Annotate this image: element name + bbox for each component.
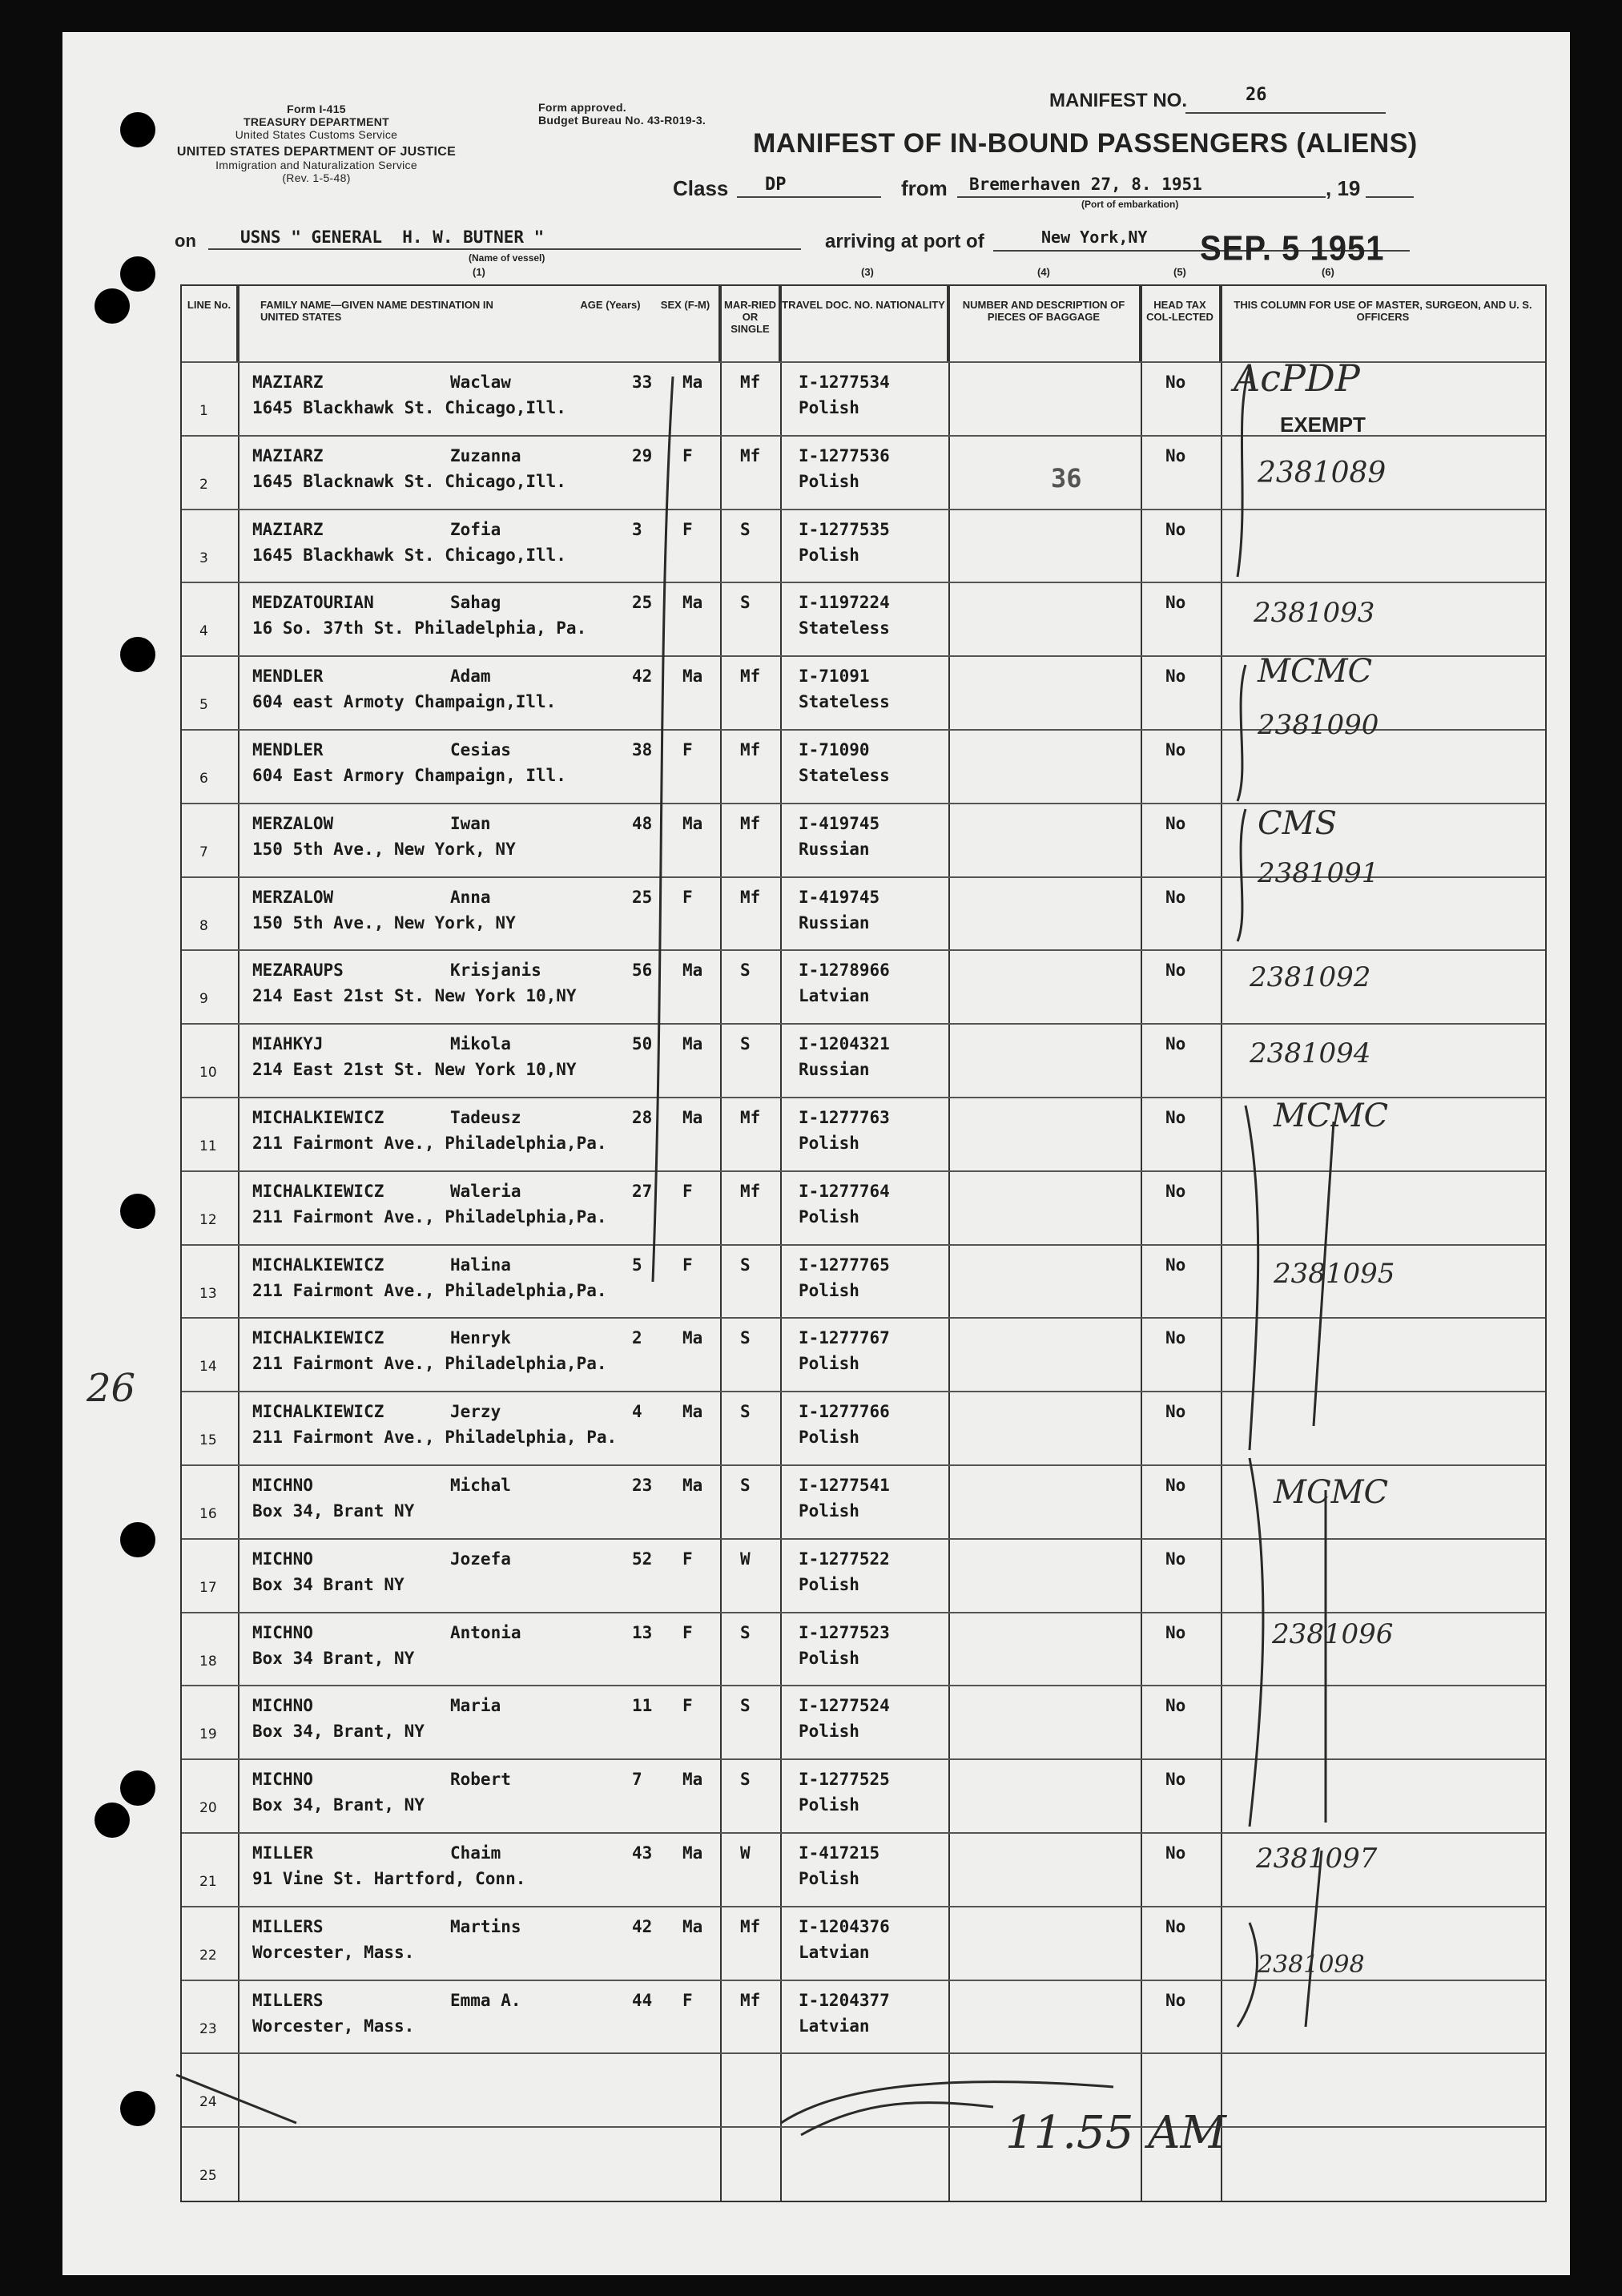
- line-number: 14: [199, 1359, 217, 1376]
- marital-status: Mf: [740, 1916, 761, 1936]
- age: 38: [632, 740, 653, 759]
- travel-doc: I-1197224: [799, 593, 890, 613]
- nationality: Polish: [799, 1574, 859, 1594]
- line-number: 9: [199, 991, 208, 1008]
- marital-status: S: [740, 1476, 751, 1495]
- nationality: Polish: [799, 471, 859, 491]
- travel-doc: I-1277541: [799, 1476, 890, 1495]
- line-number: 10: [199, 1065, 217, 1082]
- nationality: Russian: [799, 1060, 870, 1080]
- age: 25: [632, 887, 653, 907]
- travel-doc: I-1277524: [799, 1696, 890, 1716]
- hw-note: 2381092: [1250, 961, 1371, 993]
- bracket-stroke: [1250, 1458, 1263, 1827]
- nationality: Russian: [799, 839, 870, 859]
- hw-note: 2381090: [1258, 709, 1379, 741]
- sex: Ma: [682, 813, 703, 833]
- class-label: Class: [673, 176, 729, 200]
- hw-note: 2381097: [1256, 1843, 1378, 1875]
- line-number: 13: [199, 1285, 217, 1302]
- exempt-stamp: EXEMPT: [1280, 413, 1366, 437]
- given-name: Robert: [450, 1770, 511, 1790]
- signature-stroke: [801, 2103, 993, 2135]
- nationality: Polish: [799, 545, 859, 565]
- destination: 604 East Armory Champaign, Ill.: [252, 766, 566, 785]
- sex: F: [682, 887, 693, 907]
- sex: Ma: [682, 1843, 703, 1863]
- line-number: 23: [199, 2020, 217, 2037]
- head-tax: No: [1165, 373, 1186, 392]
- sex: Ma: [682, 1108, 703, 1127]
- nationality: Polish: [799, 398, 859, 417]
- line-number: 25: [199, 2168, 217, 2185]
- manifest-no-label: MANIFEST NO.: [1049, 90, 1187, 111]
- marital-status: Mf: [740, 445, 761, 465]
- travel-doc: I-1277535: [799, 519, 890, 539]
- travel-doc: I-419745: [799, 813, 880, 833]
- hw-note: 2381093: [1254, 597, 1375, 629]
- family-name: MICHALKIEWICZ: [252, 1328, 384, 1348]
- sex: F: [682, 1990, 693, 2010]
- age: 29: [632, 445, 653, 465]
- marital-status: Mf: [740, 1108, 761, 1127]
- head-tax: No: [1165, 519, 1186, 539]
- line-number: 3: [199, 550, 208, 566]
- destination: 1645 Blacknawk St. Chicago,Ill.: [252, 471, 566, 491]
- age: 25: [632, 593, 653, 613]
- line-number: 12: [199, 1211, 217, 1228]
- line-number: 11: [199, 1138, 217, 1154]
- destination: Box 34 Brant, NY: [252, 1648, 415, 1668]
- marital-status: W: [740, 1549, 751, 1569]
- age: 23: [632, 1476, 653, 1495]
- line-number: 5: [199, 697, 208, 714]
- sex: F: [682, 1622, 693, 1642]
- age: 42: [632, 1916, 653, 1936]
- marital-status: Mf: [740, 1181, 761, 1201]
- given-name: Waleria: [450, 1181, 521, 1201]
- given-name: Zuzanna: [450, 445, 521, 465]
- family-name: MAZIARZ: [252, 445, 324, 465]
- travel-doc: I-1277764: [799, 1181, 890, 1201]
- travel-doc: I-1277523: [799, 1622, 890, 1642]
- given-name: Maria: [450, 1696, 501, 1716]
- sex: Ma: [682, 1328, 703, 1348]
- vessel-name: USNS " GENERAL H. W. BUTNER ": [240, 228, 545, 247]
- manifest-title: MANIFEST OF IN-BOUND PASSENGERS (ALIENS): [753, 128, 1418, 159]
- head-tax: No: [1165, 1034, 1186, 1054]
- hw-note: 2381094: [1250, 1037, 1371, 1069]
- marital-status: S: [740, 1770, 751, 1790]
- family-name: MAZIARZ: [252, 519, 324, 539]
- travel-doc: I-1204321: [799, 1034, 890, 1054]
- sex: F: [682, 1549, 693, 1569]
- hw-note: MCMC: [1258, 653, 1373, 690]
- age: 3: [632, 519, 642, 539]
- family-name: MILLERS: [252, 1990, 324, 2010]
- budget-bureau: Budget Bureau No. 43-R019-3.: [538, 114, 706, 127]
- age: 11: [632, 1696, 653, 1716]
- sex: F: [682, 740, 693, 759]
- destination: 214 East 21st St. New York 10,NY: [252, 1060, 577, 1080]
- destination: 91 Vine St. Hartford, Conn.: [252, 1869, 526, 1888]
- marital-status: Mf: [740, 813, 761, 833]
- head-tax: No: [1165, 1108, 1186, 1127]
- sex: Ma: [682, 1770, 703, 1790]
- destination: 1645 Blackhawk St. Chicago,Ill.: [252, 398, 566, 417]
- age: 48: [632, 813, 653, 833]
- age: 27: [632, 1181, 653, 1201]
- sex: Ma: [682, 667, 703, 687]
- destination: 214 East 21st St. New York 10,NY: [252, 986, 577, 1006]
- family-name: MILLER: [252, 1843, 313, 1863]
- nationality: Polish: [799, 1206, 859, 1227]
- family-name: MILLERS: [252, 1916, 324, 1936]
- sex: Ma: [682, 1034, 703, 1054]
- family-name: MICHNO: [252, 1476, 313, 1495]
- line-number: 21: [199, 1874, 217, 1890]
- head-tax: No: [1165, 1255, 1186, 1275]
- col-header-married: MAR-RIED OR SINGLE: [720, 286, 780, 361]
- nationality: Stateless: [799, 618, 890, 638]
- age: 7: [632, 1770, 642, 1790]
- hw-note: CMS: [1258, 805, 1337, 842]
- marital-status: Mf: [740, 667, 761, 687]
- head-tax: No: [1165, 1696, 1186, 1716]
- marital-status: S: [740, 593, 751, 613]
- head-tax: No: [1165, 740, 1186, 759]
- destination: 211 Fairmont Ave., Philadelphia,Pa.: [252, 1206, 607, 1227]
- destination: 211 Fairmont Ave., Philadelphia,Pa.: [252, 1354, 607, 1374]
- sex: Ma: [682, 593, 703, 613]
- head-tax: No: [1165, 1181, 1186, 1201]
- justice-dept: UNITED STATES DEPARTMENT OF JUSTICE: [176, 145, 457, 159]
- given-name: Antonia: [450, 1622, 521, 1642]
- col-header-travel: TRAVEL DOC. NO. NATIONALITY: [780, 286, 948, 361]
- arriving-label: arriving at port of: [825, 231, 984, 252]
- given-name: Zofia: [450, 519, 501, 539]
- col-header-headtax: HEAD TAX COL-LECTED: [1141, 286, 1221, 361]
- col-num-1: (1): [473, 266, 485, 278]
- baggage-count: 36: [1051, 463, 1082, 493]
- on-label: on: [175, 231, 196, 251]
- col-num-5: (5): [1173, 266, 1186, 278]
- nationality: Latvian: [799, 2016, 870, 2036]
- given-name: Emma A.: [450, 1990, 521, 2010]
- family-name: MIAHKYJ: [252, 1034, 324, 1054]
- head-tax: No: [1165, 813, 1186, 833]
- hw-note: 2381091: [1258, 857, 1379, 889]
- age: 50: [632, 1034, 653, 1054]
- travel-doc: I-1277765: [799, 1255, 890, 1275]
- given-name: Iwan: [450, 813, 491, 833]
- family-name: MENDLER: [252, 667, 324, 687]
- travel-doc: I-1277767: [799, 1328, 890, 1348]
- nationality: Polish: [799, 1134, 859, 1153]
- age: 2: [632, 1328, 642, 1348]
- hw-note: 2381096: [1272, 1618, 1394, 1650]
- from-label: from: [901, 176, 948, 200]
- line-number: 6: [199, 771, 208, 787]
- sex: F: [682, 1255, 693, 1275]
- check-stroke: [176, 2075, 296, 2123]
- sex: F: [682, 1696, 693, 1716]
- age: 43: [632, 1843, 653, 1863]
- age: 42: [632, 667, 653, 687]
- given-name: Chaim: [450, 1843, 501, 1863]
- nationality: Polish: [799, 1501, 859, 1521]
- hw-note: 2381089: [1258, 457, 1387, 489]
- given-name: Martins: [450, 1916, 521, 1936]
- marital-status: Mf: [740, 1990, 761, 2010]
- age: 28: [632, 1108, 653, 1127]
- nationality: Polish: [799, 1354, 859, 1374]
- line-number: 19: [199, 1726, 217, 1743]
- travel-doc: I-1204377: [799, 1990, 890, 2010]
- given-name: Jozefa: [450, 1549, 511, 1569]
- check-stroke: [1314, 1122, 1334, 1426]
- marital-status: S: [740, 1402, 751, 1422]
- col-header-sex: SEX (F-M): [660, 299, 710, 311]
- travel-doc: I-71090: [799, 740, 870, 759]
- family-name: MICHALKIEWICZ: [252, 1108, 384, 1127]
- family-name: MERZALOW: [252, 887, 334, 907]
- family-name: MICHNO: [252, 1622, 313, 1642]
- head-tax: No: [1165, 1770, 1186, 1790]
- hw-note: 2381095: [1274, 1258, 1395, 1290]
- head-tax: No: [1165, 1402, 1186, 1422]
- destination: Worcester, Mass.: [252, 1942, 415, 1962]
- given-name: Henryk: [450, 1328, 511, 1348]
- year-label: , 19: [1326, 176, 1361, 200]
- travel-doc: I-1204376: [799, 1916, 890, 1936]
- manifest-no-value: 26: [1246, 85, 1267, 105]
- marital-status: S: [740, 1034, 751, 1054]
- age: 52: [632, 1549, 653, 1569]
- hw-note: 2381098: [1258, 1951, 1365, 1979]
- head-tax: No: [1165, 1916, 1186, 1936]
- vessel-caption: (Name of vessel): [469, 252, 545, 264]
- given-name: Sahag: [450, 593, 501, 613]
- family-name: MENDLER: [252, 740, 324, 759]
- line-number: 17: [199, 1579, 217, 1596]
- ins-service: Immigration and Naturalization Service: [215, 159, 417, 171]
- travel-doc: I-1277525: [799, 1770, 890, 1790]
- col-header-name: FAMILY NAME—GIVEN NAME DESTINATION IN UNITED STATES: [238, 286, 720, 361]
- hw-note: MCMC: [1274, 1474, 1389, 1511]
- sex: Ma: [682, 961, 703, 981]
- head-tax: No: [1165, 667, 1186, 687]
- destination: Box 34, Brant, NY: [252, 1722, 425, 1742]
- line-number: 7: [199, 844, 208, 860]
- bracket-stroke: [1246, 1106, 1258, 1450]
- nationality: Russian: [799, 912, 870, 932]
- sex: F: [682, 445, 693, 465]
- sex: Ma: [682, 373, 703, 392]
- line-number: 4: [199, 623, 208, 640]
- given-name: Michal: [450, 1476, 511, 1495]
- margin-page-number: 26: [87, 1366, 136, 1411]
- destination: 16 So. 37th St. Philadelphia, Pa.: [252, 618, 587, 638]
- travel-doc: I-1277766: [799, 1402, 890, 1422]
- destination: 150 5th Ave., New York, NY: [252, 839, 516, 859]
- line-number: 2: [199, 476, 208, 493]
- travel-doc: I-1277536: [799, 445, 890, 465]
- line-number: 15: [199, 1432, 217, 1449]
- from-value: Bremerhaven 27, 8. 1951: [969, 175, 1202, 194]
- marital-status: S: [740, 961, 751, 981]
- family-name: MAZIARZ: [252, 373, 324, 392]
- age: 5: [632, 1255, 642, 1275]
- form-approved: Form approved.: [538, 101, 626, 114]
- line-number: 22: [199, 1947, 217, 1964]
- sex: F: [682, 1181, 693, 1201]
- col-header-officers: THIS COLUMN FOR USE OF MASTER, SURGEON, AND U. S. OFFICERS: [1234, 299, 1532, 323]
- family-name: MERZALOW: [252, 813, 334, 833]
- given-name: Jerzy: [450, 1402, 501, 1422]
- given-name: Mikola: [450, 1034, 511, 1054]
- head-tax: No: [1165, 593, 1186, 613]
- given-name: Tadeusz: [450, 1108, 521, 1127]
- nationality: Polish: [799, 1795, 859, 1815]
- given-name: Anna: [450, 887, 491, 907]
- sex: Ma: [682, 1402, 703, 1422]
- bracket-stroke: [1238, 809, 1246, 941]
- arriving-port: New York,NY: [1041, 228, 1148, 247]
- revision: (Rev. 1-5-48): [282, 171, 351, 184]
- family-name: MICHNO: [252, 1770, 313, 1790]
- family-name: MICHNO: [252, 1549, 313, 1569]
- destination: 211 Fairmont Ave., Philadelphia,Pa.: [252, 1280, 607, 1300]
- family-name: MEDZATOURIAN: [252, 593, 374, 613]
- marital-status: S: [740, 1622, 751, 1642]
- nationality: Latvian: [799, 986, 870, 1006]
- line-number: 20: [199, 1800, 217, 1817]
- marital-status: Mf: [740, 373, 761, 392]
- line-number: 8: [199, 917, 208, 934]
- given-name: Adam: [450, 667, 491, 687]
- col-header-age: AGE (Years): [580, 299, 641, 311]
- family-name: MICHNO: [252, 1696, 313, 1716]
- head-tax: No: [1165, 1622, 1186, 1642]
- head-tax: No: [1165, 961, 1186, 981]
- inspector-time: 11.55 AM: [1005, 2107, 1226, 2159]
- nationality: Stateless: [799, 692, 890, 712]
- travel-doc: I-1277522: [799, 1549, 890, 1569]
- sex: F: [682, 519, 693, 539]
- marital-status: S: [740, 519, 751, 539]
- destination: 150 5th Ave., New York, NY: [252, 912, 516, 932]
- head-tax: No: [1165, 1990, 1186, 2010]
- travel-doc: I-419745: [799, 887, 880, 907]
- given-name: Waclaw: [450, 373, 511, 392]
- destination: Box 34 Brant NY: [252, 1574, 404, 1594]
- age: 56: [632, 961, 653, 981]
- head-tax: No: [1165, 1328, 1186, 1348]
- sex: Ma: [682, 1916, 703, 1936]
- given-name: Krisjanis: [450, 961, 541, 981]
- col-num-6: (6): [1322, 266, 1334, 278]
- bracket-stroke: [1238, 665, 1246, 801]
- line-number: 1: [199, 403, 208, 419]
- marital-status: Mf: [740, 887, 761, 907]
- family-name: MICHALKIEWICZ: [252, 1255, 384, 1275]
- destination: 604 east Armoty Champaign,Ill.: [252, 692, 557, 712]
- customs-service: United States Customs Service: [235, 128, 398, 141]
- destination: 211 Fairmont Ave., Philadelphia, Pa.: [252, 1428, 618, 1448]
- nationality: Polish: [799, 1869, 859, 1888]
- head-tax: No: [1165, 445, 1186, 465]
- destination: Worcester, Mass.: [252, 2016, 415, 2036]
- nationality: Polish: [799, 1280, 859, 1300]
- marital-status: S: [740, 1696, 751, 1716]
- class-value: DP: [765, 175, 787, 195]
- hw-note: AcPDP: [1234, 356, 1360, 400]
- sex: Ma: [682, 1476, 703, 1495]
- destination: Box 34, Brant NY: [252, 1501, 415, 1521]
- hw-note: MCMC: [1274, 1098, 1389, 1134]
- age: 13: [632, 1622, 653, 1642]
- head-tax: No: [1165, 1843, 1186, 1863]
- marital-status: Mf: [740, 740, 761, 759]
- nationality: Stateless: [799, 766, 890, 785]
- col-num-3: (3): [861, 266, 874, 278]
- date-stamp: SEP. 5 1951: [1200, 228, 1385, 268]
- col-header-line: LINE No.: [182, 286, 238, 361]
- head-tax: No: [1165, 1549, 1186, 1569]
- given-name: Halina: [450, 1255, 511, 1275]
- age: 44: [632, 1990, 653, 2010]
- line-number: 24: [199, 2094, 217, 2111]
- head-tax: No: [1165, 887, 1186, 907]
- age: 33: [632, 373, 653, 392]
- family-name: MEZARAUPS: [252, 961, 344, 981]
- bracket-stroke: [1238, 369, 1250, 577]
- form-number: Form I-415: [287, 103, 346, 115]
- port-embarkation-caption: (Port of embarkation): [1081, 199, 1179, 210]
- nationality: Polish: [799, 1648, 859, 1668]
- age: 4: [632, 1402, 642, 1422]
- given-name: Cesias: [450, 740, 511, 759]
- bracket-stroke: [1238, 1923, 1257, 2027]
- marital-status: S: [740, 1255, 751, 1275]
- col-num-4: (4): [1037, 266, 1050, 278]
- travel-doc: I-1277763: [799, 1108, 890, 1127]
- col-header-baggage: NUMBER AND DESCRIPTION OF PIECES OF BAGGAGE: [948, 286, 1141, 361]
- line-number: 18: [199, 1653, 217, 1670]
- travel-doc: I-1277534: [799, 373, 890, 392]
- nationality: Latvian: [799, 1942, 870, 1962]
- check-stroke: [1306, 1851, 1322, 2027]
- family-name: MICHALKIEWICZ: [252, 1181, 384, 1201]
- travel-doc: I-71091: [799, 667, 870, 687]
- marital-status: W: [740, 1843, 751, 1863]
- marital-status: S: [740, 1328, 751, 1348]
- nationality: Polish: [799, 1428, 859, 1448]
- line-number: 16: [199, 1506, 217, 1522]
- treasury-dept: TREASURY DEPARTMENT: [243, 115, 389, 128]
- head-tax: No: [1165, 1476, 1186, 1495]
- family-name: MICHALKIEWICZ: [252, 1402, 384, 1422]
- travel-doc: I-417215: [799, 1843, 880, 1863]
- travel-doc: I-1278966: [799, 961, 890, 981]
- destination: 1645 Blackhawk St. Chicago,Ill.: [252, 545, 566, 565]
- destination: 211 Fairmont Ave., Philadelphia,Pa.: [252, 1134, 607, 1153]
- nationality: Polish: [799, 1722, 859, 1742]
- destination: Box 34, Brant, NY: [252, 1795, 425, 1815]
- margin-stroke: [653, 377, 673, 1282]
